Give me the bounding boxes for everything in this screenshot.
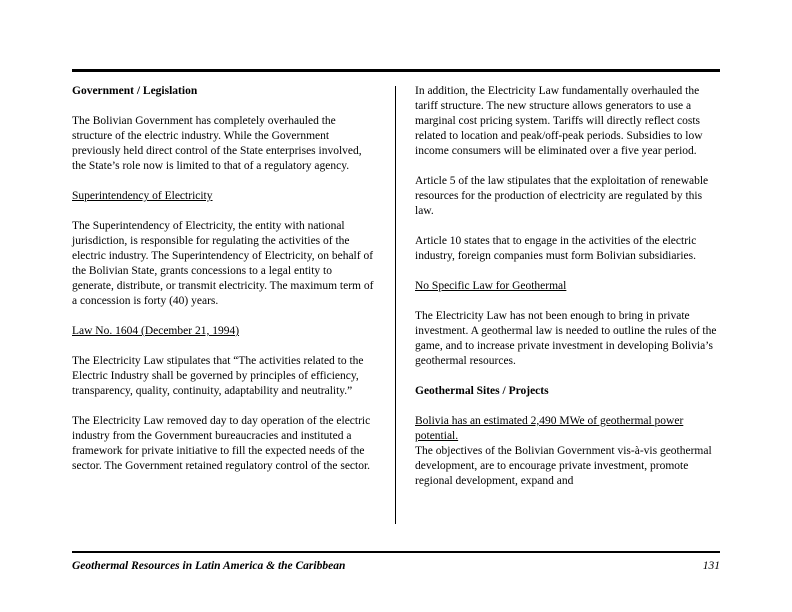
paragraph: The Superintendency of Electricity, the entity with national jurisdiction, is responsible for regulating the activities of the electric industry. The Superintendency of Electricity, on behalf of the Bolivian State, grants concessions to a legal entity to generate, distribute, or transmit electricity. The maximum term of a concession is forty (40) years. [72,220,374,307]
paragraph: The Electricity Law removed day to day operation of the electric industry from the Government bureaucracies and instituted a framework for private initiative to fill the expected needs of the sector. The Government retained regulatory control of the sector. [72,415,371,472]
underlined-statement: Bolivia has an estimated 2,490 MWe of geothermal power potential. [415,415,684,442]
section-heading-government-legislation: Government / Legislation [72,85,198,97]
footer-document-title: Geothermal Resources in Latin America & the Caribbean [72,560,346,572]
bottom-rule [72,551,720,553]
paragraph: Article 5 of the law stipulates that the exploitation of renewable resources for the production of electricity are regulated by this law. [415,175,709,217]
column-divider [395,86,396,524]
paragraph: The Electricity Law has not been enough to bring in private investment. A geothermal law is needed to outline the rules of the game, and to increase private investment in developing Bolivia’s geothermal resources. [415,310,717,367]
paragraph: Article 10 states that to engage in the activities of the electric industry, foreign companies must form Bolivian subsidiaries. [415,235,697,262]
subheading-superintendency: Superintendency of Electricity [72,190,213,202]
right-column [415,84,721,489]
top-rule [72,69,720,72]
page-footer [72,560,720,572]
paragraph [415,414,721,489]
left-column [72,84,375,474]
subheading-law-1604: Law No. 1604 (December 21, 1994) [72,325,240,337]
paragraph: In addition, the Electricity Law fundamentally overhauled the tariff structure. The new structure allows generators to use a marginal cost pricing system. Tariffs will directly reflect costs related to location and peak/off-peak periods. Subsidies to low income consumers will be eliminated over a five year period. [415,85,703,157]
paragraph-continuation: The objectives of the Bolivian Government vis-à-vis geothermal development, are to encourage private investment, promote regional development, expand and [415,445,712,487]
subheading-no-specific-law: No Specific Law for Geothermal [415,280,567,292]
footer-page-number: 131 [702,560,720,572]
section-heading-geothermal-sites: Geothermal Sites / Projects [415,385,549,397]
paragraph: The Electricity Law stipulates that “The activities related to the Electric Industry shall be governed by principles of efficiency, transparency, quality, continuity, adaptability and neutrality.” [72,355,364,397]
paragraph: The Bolivian Government has completely overhauled the structure of the electric industry. While the Government previously held direct control of the State enterprises involved, the State’s role now is limited to that of a regulatory agency. [72,115,362,172]
